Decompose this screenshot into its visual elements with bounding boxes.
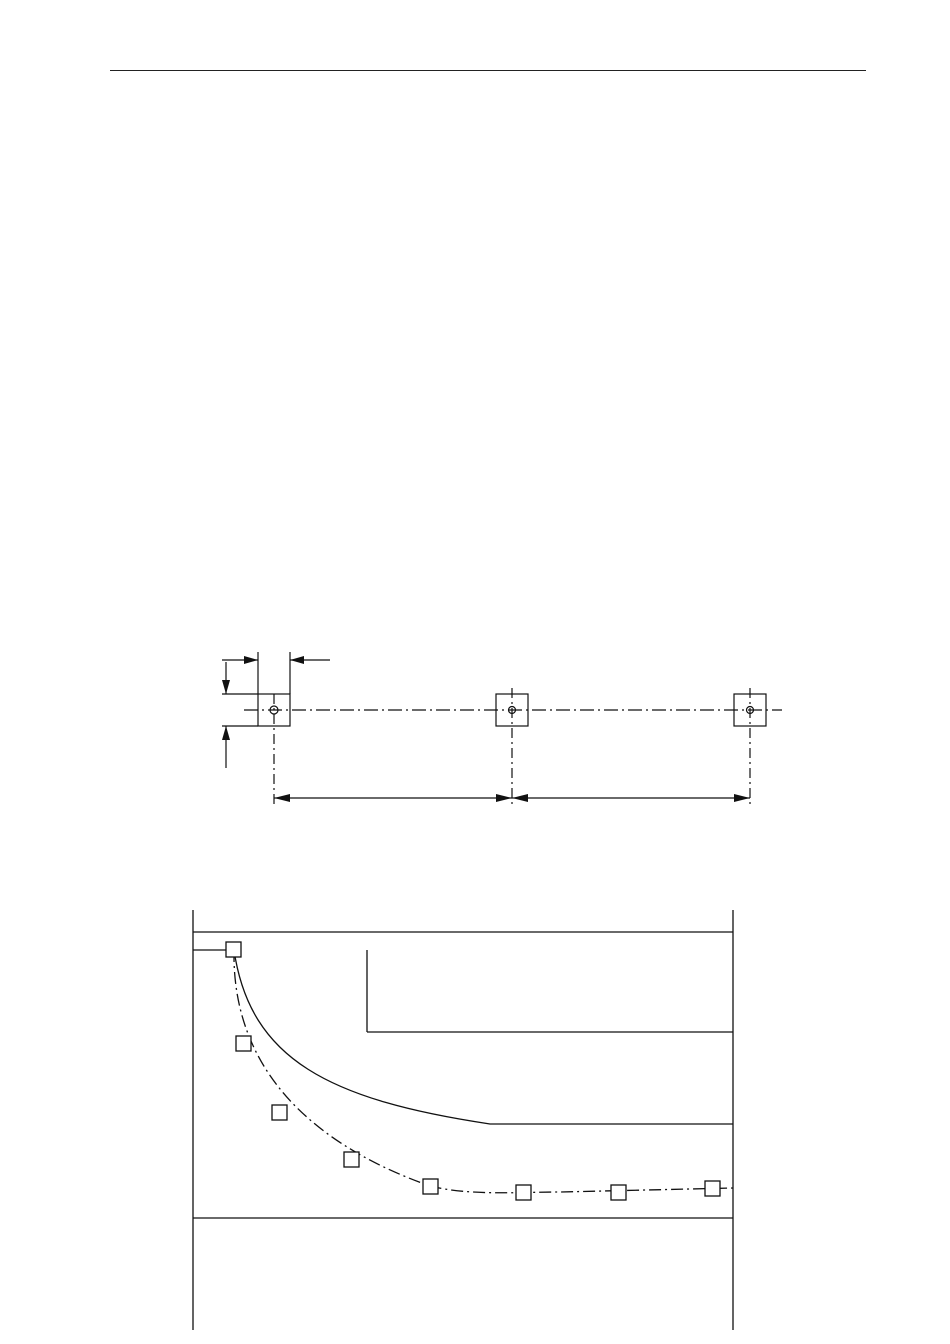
fence-post	[344, 1152, 359, 1167]
fence-post	[226, 942, 241, 957]
fence-post	[272, 1105, 287, 1120]
fence-post	[705, 1181, 720, 1196]
fence-post	[423, 1179, 438, 1194]
fence-post	[516, 1185, 531, 1200]
fence-post	[611, 1185, 626, 1200]
fence-post	[236, 1036, 251, 1051]
